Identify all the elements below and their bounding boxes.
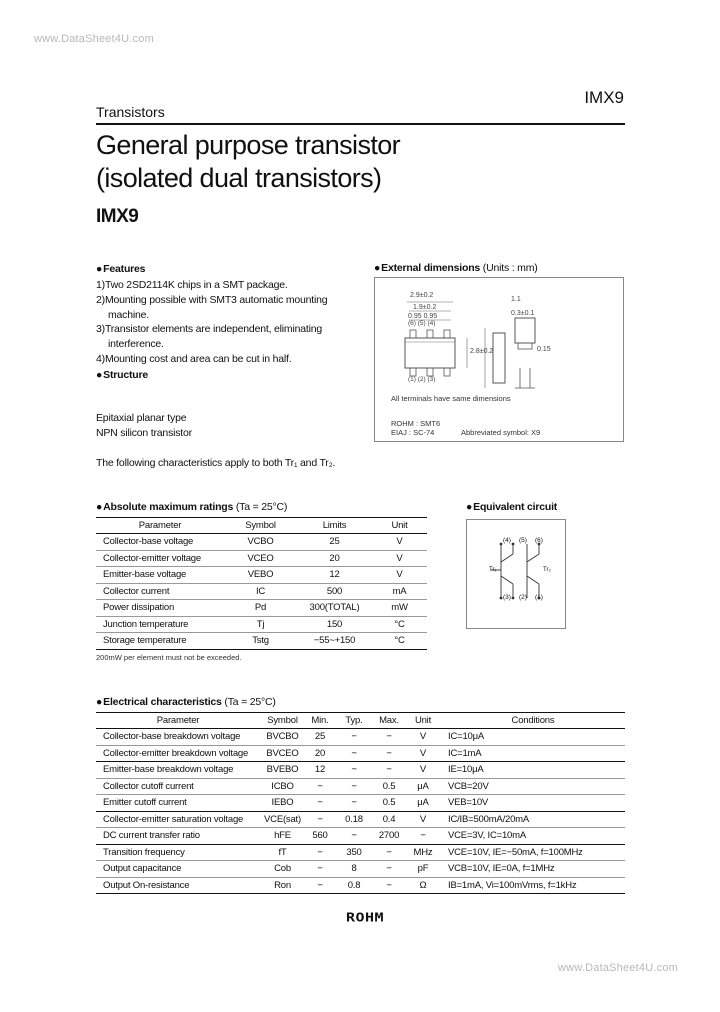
pin-label: (3) (503, 594, 511, 601)
table-cell: mW (372, 600, 427, 617)
pin-label: (2) (519, 594, 527, 601)
table-cell: 12 (297, 567, 372, 584)
table-cell: 500 (297, 583, 372, 600)
table-cell: Output On-resistance (96, 877, 260, 894)
dim-label: 0.3±0.1 (511, 310, 535, 317)
table-cell: Collector current (96, 583, 224, 600)
bullet-icon: ● (96, 501, 103, 513)
pin-labels-top: (6) (5) (4) (408, 320, 436, 327)
dim-label: 2.9±0.2 (410, 292, 434, 299)
eiaj-package: EIAJ : SC-74 (391, 428, 435, 437)
table-cell: MHz (405, 844, 441, 861)
column-header: Unit (405, 713, 441, 729)
table-cell: Collector-emitter voltage (96, 550, 224, 567)
table-cell: − (373, 729, 405, 746)
table-cell: − (335, 828, 373, 845)
list-item: 2)Mounting possible with SMT3 automatic mounting (96, 293, 328, 306)
table-row (96, 795, 625, 812)
table-cell: − (305, 844, 335, 861)
table-row (96, 600, 427, 617)
table-cell: V (405, 811, 441, 828)
table-cell: − (405, 828, 441, 845)
table-row (96, 828, 625, 845)
table-cell: − (373, 745, 405, 762)
table-cell: Emitter cutoff current (96, 795, 260, 812)
dim-label: 1.9±0.2 (413, 304, 437, 311)
list-item: 3)Transistor elements are independent, eliminating (96, 323, 322, 336)
rohm-logo: ROHM (345, 909, 385, 925)
table-cell: Storage temperature (96, 633, 224, 650)
transistor-circuit-icon (467, 520, 567, 630)
table-cell: VEBO (224, 567, 297, 584)
table-cell: Collector-base voltage (96, 534, 224, 551)
table-cell: Emitter-base breakdown voltage (96, 762, 260, 779)
bullet-icon: ● (466, 501, 473, 513)
structure-heading: ●Structure (96, 369, 149, 381)
table-cell: 0.5 (373, 795, 405, 812)
table-row (96, 745, 625, 762)
table-cell: Collector cutoff current (96, 778, 260, 795)
table-cell: 0.18 (335, 811, 373, 828)
table-cell: Ron (260, 877, 305, 894)
table-cell: − (305, 795, 335, 812)
table-row (96, 534, 427, 551)
table-cell: 0.4 (373, 811, 405, 828)
table-cell: − (305, 778, 335, 795)
tr1-label: Tr₁ (489, 567, 497, 573)
table-cell: Junction temperature (96, 616, 224, 633)
pin-label: (6) (535, 537, 543, 544)
dim-label: 0.15 (537, 346, 551, 353)
table-cell: VCB=10V, IE=0A, f=1MHz (441, 861, 625, 878)
list-item: 4)Mounting cost and area can be cut in half. (96, 352, 292, 365)
column-header: Max. (373, 713, 405, 729)
features-heading: ●Features (96, 263, 146, 275)
table-cell: ICBO (260, 778, 305, 795)
table-cell: 12 (305, 762, 335, 779)
table-cell: 8 (335, 861, 373, 878)
abs-max-heading: ●Absolute maximum ratings (Ta = 25°C) (96, 501, 288, 513)
table-cell: VCE=3V, IC=10mA (441, 828, 625, 845)
rohm-package: ROHM : SMT6 (391, 419, 441, 428)
column-header: Limits (297, 518, 372, 534)
table-header-row (96, 713, 625, 729)
watermark-bottom: www.DataSheet4U.com (558, 962, 678, 974)
table-row (96, 616, 427, 633)
table-cell: μA (405, 795, 441, 812)
table-cell: Power dissipation (96, 600, 224, 617)
table-cell: fT (260, 844, 305, 861)
table-cell: BVEBO (260, 762, 305, 779)
table-cell: 20 (305, 745, 335, 762)
column-header: Min. (305, 713, 335, 729)
table-cell: IC=10μA (441, 729, 625, 746)
table-cell: − (373, 762, 405, 779)
table-cell: IC=1mA (441, 745, 625, 762)
table-cell: BVCBO (260, 729, 305, 746)
bullet-icon: ● (96, 369, 103, 381)
table-row (96, 762, 625, 779)
list-item-continuation: interference. (108, 338, 164, 351)
table-cell: 150 (297, 616, 372, 633)
table-cell: BVCEO (260, 745, 305, 762)
page-title-line1: General purpose transistor (96, 130, 401, 160)
table-cell: VCB=20V (441, 778, 625, 795)
table-cell: 0.5 (373, 778, 405, 795)
category-label: Transistors (96, 104, 165, 120)
column-header: Parameter (96, 518, 224, 534)
table-row (96, 778, 625, 795)
table-cell: V (372, 550, 427, 567)
table-cell: VEB=10V (441, 795, 625, 812)
table-cell: 25 (305, 729, 335, 746)
terminal-note: All terminals have same dimensions (391, 394, 511, 403)
table-cell: − (305, 861, 335, 878)
header-part-number: IMX9 (584, 88, 624, 107)
table-cell: V (405, 762, 441, 779)
structure-line2: NPN silicon transistor (96, 427, 192, 439)
column-header: Typ. (335, 713, 373, 729)
table-row (96, 633, 427, 650)
table-cell: −55~+150 (297, 633, 372, 650)
table-cell: 0.8 (335, 877, 373, 894)
abbreviated-symbol: Abbreviated symbol: X9 (461, 428, 541, 437)
table-row (96, 811, 625, 828)
abs-max-footnote: 200mW per element must not be exceeded. (96, 653, 242, 662)
table-row (96, 583, 427, 600)
bullet-icon: ● (96, 263, 103, 275)
header-rule (96, 123, 625, 125)
column-header: Unit (372, 518, 427, 534)
table-cell: V (405, 729, 441, 746)
table-cell: 560 (305, 828, 335, 845)
dimension-drawing (374, 277, 624, 442)
table-cell: 350 (335, 844, 373, 861)
table-cell: hFE (260, 828, 305, 845)
table-cell: − (305, 877, 335, 894)
watermark-top: www.DataSheet4U.com (34, 33, 154, 45)
table-cell: °C (372, 633, 427, 650)
table-cell: VCEO (224, 550, 297, 567)
dim-label: 1.1 (511, 296, 521, 303)
table-cell: − (373, 844, 405, 861)
table-cell: Cob (260, 861, 305, 878)
table-row (96, 877, 625, 894)
table-cell: 300(TOTAL) (297, 600, 372, 617)
elec-char-table (96, 712, 625, 894)
dim-label: 0.95 0.95 (408, 313, 438, 320)
table-cell: pF (405, 861, 441, 878)
table-row (96, 844, 625, 861)
page-title-line2: (isolated dual transistors) (96, 163, 382, 193)
table-cell: DC current transfer ratio (96, 828, 260, 845)
table-cell: 20 (297, 550, 372, 567)
table-cell: Collector-emitter breakdown voltage (96, 745, 260, 762)
table-cell: Emitter-base voltage (96, 567, 224, 584)
table-cell: 25 (297, 534, 372, 551)
equivalent-circuit-diagram (466, 519, 566, 629)
features-list (96, 278, 345, 367)
pin-label: (4) (503, 537, 511, 544)
table-cell: − (335, 762, 373, 779)
table-cell: − (305, 811, 335, 828)
table-cell: V (372, 534, 427, 551)
table-cell: VCE=10V, IE=−50mA, f=100MHz (441, 844, 625, 861)
equivalent-circuit-heading: ●Equivalent circuit (466, 501, 558, 513)
column-header: Symbol (260, 713, 305, 729)
apply-note: The following characteristics apply to both Tr₁ and Tr₂. (96, 457, 336, 469)
table-header-row (96, 518, 427, 534)
table-cell: Collector-base breakdown voltage (96, 729, 260, 746)
table-cell: − (335, 745, 373, 762)
table-cell: − (373, 877, 405, 894)
table-cell: V (405, 745, 441, 762)
table-cell: °C (372, 616, 427, 633)
table-cell: − (335, 778, 373, 795)
table-row (96, 729, 625, 746)
table-cell: Tstg (224, 633, 297, 650)
column-header: Symbol (224, 518, 297, 534)
table-cell: IC (224, 583, 297, 600)
external-dimensions-heading: ●External dimensions (Units : mm) (374, 262, 538, 274)
list-item-continuation: machine. (108, 308, 150, 321)
table-cell: IB=1mA, Vi=100mVrms, f=1kHz (441, 877, 625, 894)
table-cell: − (373, 861, 405, 878)
table-row (96, 550, 427, 567)
table-row (96, 861, 625, 878)
part-number-title: IMX9 (96, 206, 139, 227)
table-cell: mA (372, 583, 427, 600)
list-item: 1)Two 2SD2114K chips in a SMT package. (96, 279, 288, 291)
table-cell: V (372, 567, 427, 584)
table-cell: VCE(sat) (260, 811, 305, 828)
structure-line1: Epitaxial planar type (96, 412, 187, 424)
dim-label: 2.8±0.2 (470, 348, 494, 355)
elec-char-heading: ●Electrical characteristics (Ta = 25°C) (96, 696, 276, 708)
table-cell: − (335, 795, 373, 812)
pin-labels-bottom: (1) (2) (3) (408, 376, 436, 383)
abs-max-table (96, 517, 427, 650)
table-row (96, 567, 427, 584)
table-cell: Tj (224, 616, 297, 633)
pin-label: (5) (519, 537, 527, 544)
table-cell: Output capacitance (96, 861, 260, 878)
column-header: Parameter (96, 713, 260, 729)
column-header: Conditions (441, 713, 625, 729)
table-cell: − (335, 729, 373, 746)
table-cell: VCBO (224, 534, 297, 551)
table-cell: 2700 (373, 828, 405, 845)
pin-label: (1) (535, 594, 543, 601)
table-cell: Ω (405, 877, 441, 894)
table-cell: Transition frequency (96, 844, 260, 861)
table-cell: IE=10μA (441, 762, 625, 779)
bullet-icon: ● (96, 696, 103, 708)
table-cell: Collector-emitter saturation voltage (96, 811, 260, 828)
tr2-label: Tr₂ (543, 567, 551, 573)
table-cell: IEBO (260, 795, 305, 812)
table-cell: IC/IB=500mA/20mA (441, 811, 625, 828)
table-cell: Pd (224, 600, 297, 617)
bullet-icon: ● (374, 262, 381, 274)
table-cell: μA (405, 778, 441, 795)
